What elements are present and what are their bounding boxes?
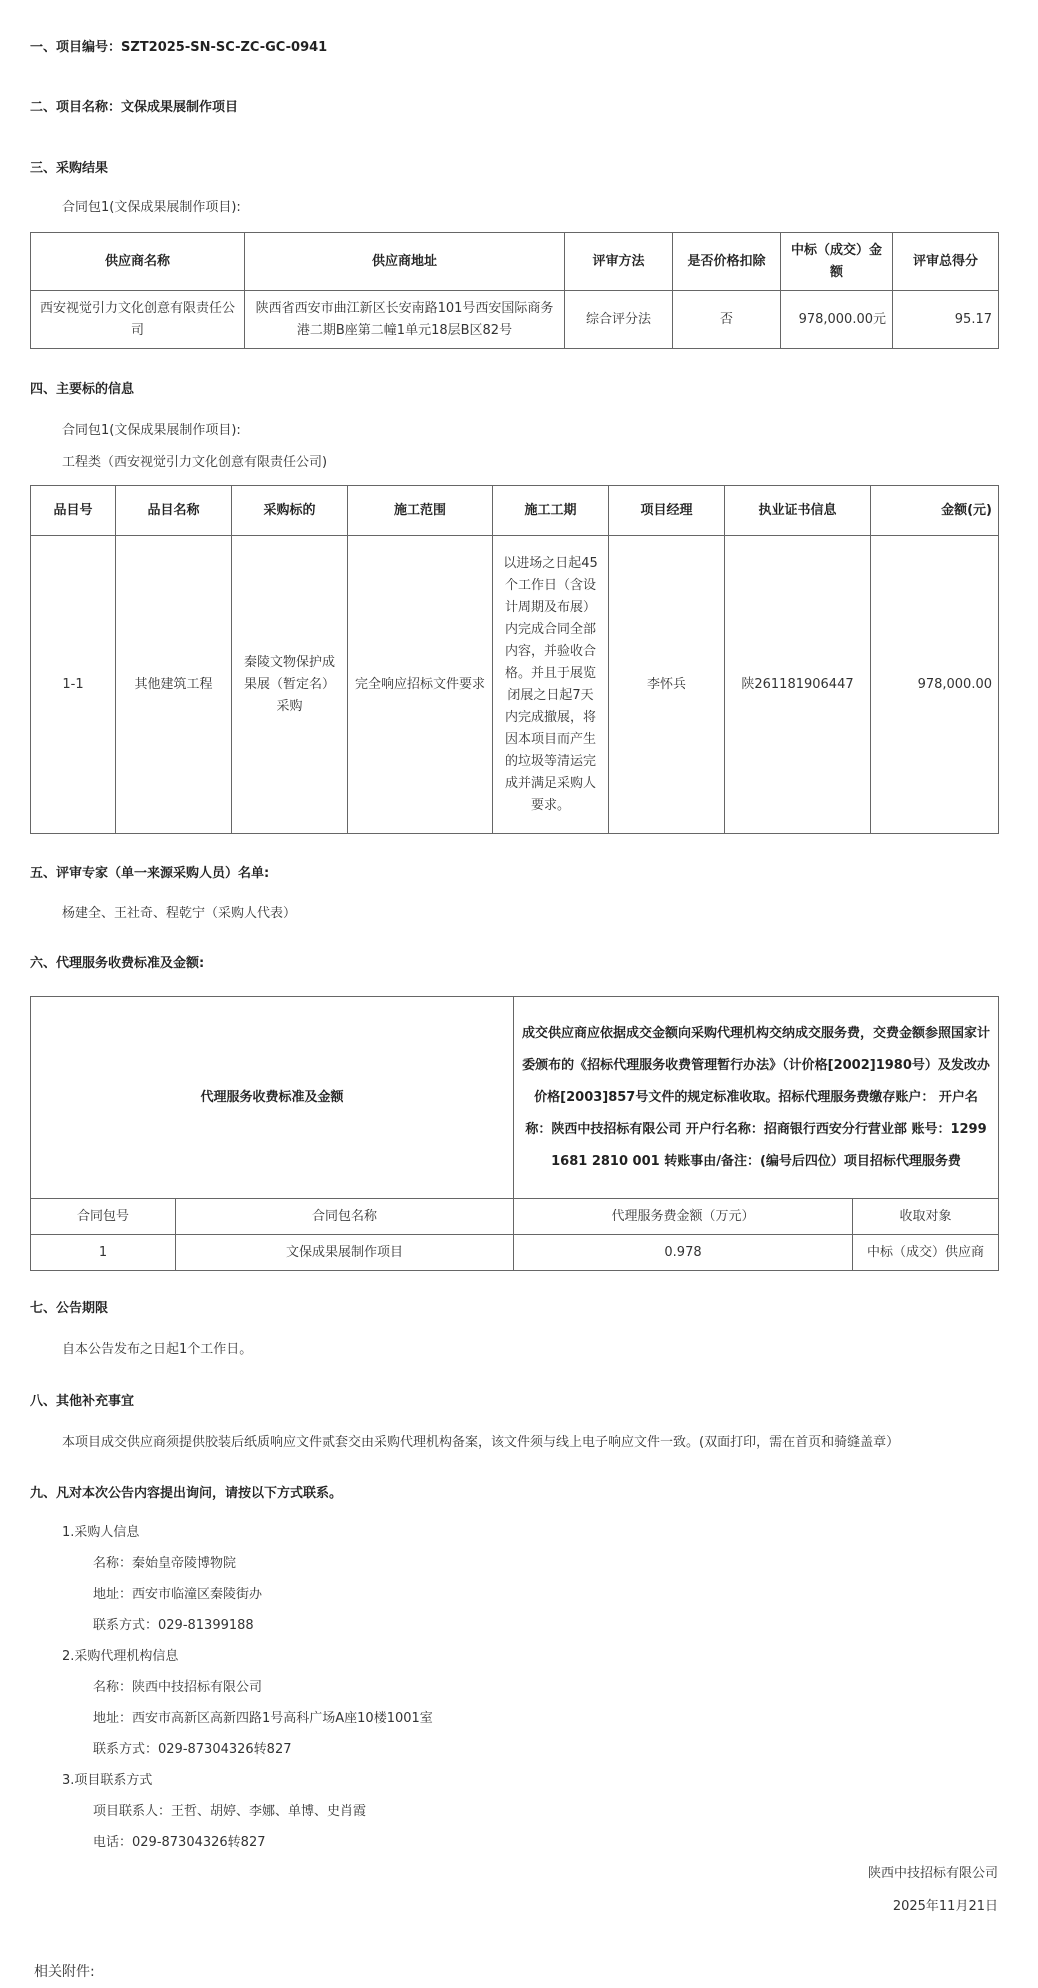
table-row [31,1235,999,1271]
expert-names: 杨建全、王社奇、程乾宁（采购人代表） [62,906,297,921]
col-price-deduction: 是否价格扣除 [673,233,781,291]
certificate-info: 陕261181906447 [725,536,871,834]
section-title-other-matters: 八、其他补充事宜 [30,1394,135,1409]
col-charge-target: 收取对象 [853,1199,999,1235]
review-method: 综合评分法 [565,291,673,349]
attachments-label: 相关附件: [34,1964,95,1980]
item-no: 1-1 [31,536,116,834]
col-item-name: 品目名称 [116,486,232,536]
section-title-experts: 五、评审专家（单一来源采购人员）名单: [30,866,270,881]
item-name: 其他建筑工程 [116,536,232,834]
items-category-label: 工程类（西安视觉引力文化创意有限责任公司) [62,455,328,470]
items-package-label: 合同包1(文保成果展制作项目): [62,423,241,438]
col-construction-period: 施工工期 [493,486,609,536]
package-name: 文保成果展制作项目 [176,1235,514,1271]
section-title-contact: 九、凡对本次公告内容提出询问，请按以下方式联系。 [30,1486,343,1501]
buyer-address: 地址：西安市临潼区秦陵街办 [93,1587,263,1602]
package-no: 1 [31,1235,176,1271]
footer-date: 2025年11月21日 [892,1899,998,1914]
table-row [31,291,999,349]
charge-target: 中标（成交）供应商 [853,1235,999,1271]
col-item-no: 品目号 [31,486,116,536]
fee-amount: 0.978 [514,1235,853,1271]
col-package-no: 合同包号 [31,1199,176,1235]
supplier-name: 西安视觉引力文化创意有限责任公司 [31,291,245,349]
project-name: 二、项目名称：文保成果展制作项目 [30,100,239,115]
construction-period: 以进场之日起45个工作日（含设计周期及布展）内完成合同全部内容，并验收合格。并且于展览闭展之日起7天内完成撤展，将因本项目而产生的垃圾等清运完成并满足采购人要求。 [493,536,609,834]
project-phone: 电话：029-87304326转827 [93,1835,266,1850]
results-table [30,232,999,349]
col-procurement-target: 采购标的 [232,486,348,536]
agent-info-title: 2.采购代理机构信息 [62,1649,179,1664]
procurement-target: 秦陵文物保护成果展（暂定名）采购 [232,536,348,834]
footer-organization: 陕西中技招标有限公司 [867,1866,998,1881]
col-amount: 金额(元) [871,486,999,536]
project-contact-title: 3.项目联系方式 [62,1773,153,1788]
col-certificate: 执业证书信息 [725,486,871,536]
agent-name: 名称：陕西中技招标有限公司 [93,1680,263,1695]
agency-fee-description: 成交供应商应依据成交金额向采购代理机构交纳成交服务费，交费金额参照国家计委颁布的《招标代理服务收费管理暂行办法》（计价格[2002]1980号）及发改办价格[2003]857号文件的规定标准收取。招标代理服务费缴存账户： 开户名称：陕西中技招标有限公司 开户行名称：招商银行西安分行营业部 账号：1299 1681 2810 001 转账事由/备注：(编号后四位）项目招标代理服务费 [514,997,999,1199]
results-package-label: 合同包1(文保成果展制作项目): [62,200,241,215]
project-number: 一、项目编号：SZT2025-SN-SC-ZC-GC-0941 [30,40,328,55]
buyer-info-title: 1.采购人信息 [62,1525,140,1540]
agent-phone: 联系方式：029-87304326转827 [93,1742,292,1757]
project-contacts: 项目联系人：王哲、胡婷、李娜、单博、史肖霞 [93,1804,367,1819]
item-amount: 978,000.00 [871,536,999,834]
section-title-results: 三、采购结果 [30,161,109,176]
col-supplier-name: 供应商名称 [31,233,245,291]
buyer-phone: 联系方式：029-81399188 [93,1618,254,1633]
other-matters-text: 本项目成交供应商须提供胶装后纸质响应文件贰套交由采购代理机构备案，该文件须与线上电子响应文件一致。(双面打印，需在首页和骑缝盖章） [62,1435,900,1450]
col-review-method: 评审方法 [565,233,673,291]
total-score: 95.17 [893,291,999,349]
col-construction-scope: 施工范围 [348,486,493,536]
notice-period-text: 自本公告发布之日起1个工作日。 [62,1342,253,1357]
award-amount: 978,000.00元 [781,291,893,349]
agency-fee-table [30,996,999,1271]
col-award-amount: 中标（成交）金额 [781,233,893,291]
section-title-notice-period: 七、公告期限 [30,1301,109,1316]
supplier-address: 陕西省西安市曲江新区长安南路101号西安国际商务港二期B座第二幢1单元18层B区82号 [245,291,565,349]
project-manager: 李怀兵 [609,536,725,834]
section-title-agency-fee: 六、代理服务收费标准及金额: [30,956,205,971]
price-deduction: 否 [673,291,781,349]
table-row [31,536,999,834]
section-title-main-items: 四、主要标的信息 [30,382,135,397]
col-project-manager: 项目经理 [609,486,725,536]
items-table [30,485,999,834]
col-total-score: 评审总得分 [893,233,999,291]
col-package-name: 合同包名称 [176,1199,514,1235]
agent-address: 地址：西安市高新区高新四路1号高科广场A座10楼1001室 [93,1711,433,1726]
agency-fee-label: 代理服务收费标准及金额 [31,997,514,1199]
buyer-name: 名称：秦始皇帝陵博物院 [93,1556,237,1571]
construction-scope: 完全响应招标文件要求 [348,536,493,834]
col-supplier-address: 供应商地址 [245,233,565,291]
col-fee-amount: 代理服务费金额（万元） [514,1199,853,1235]
